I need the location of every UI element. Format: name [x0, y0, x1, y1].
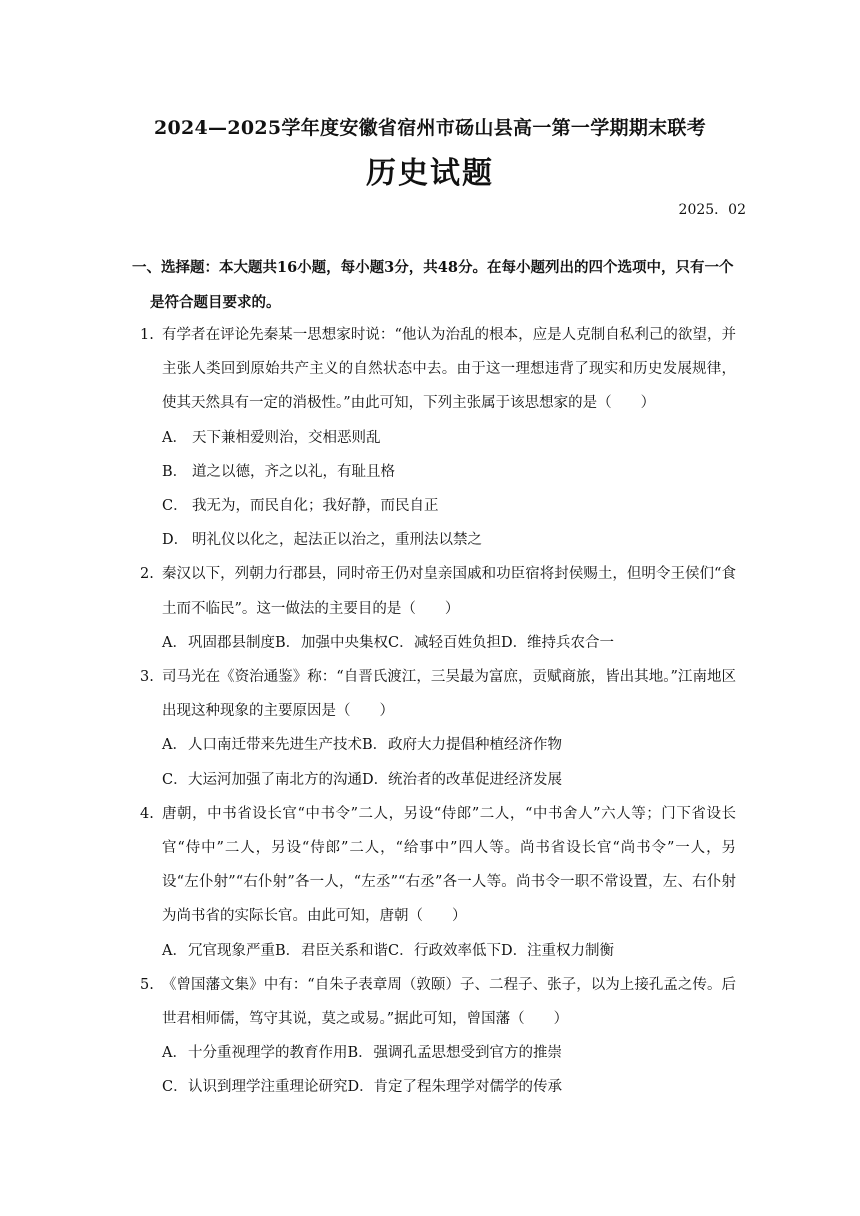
option-a: A．巩固郡县制度 — [162, 634, 275, 651]
question-stem: 秦汉以下，列朝力行郡县，同时帝王仍对皇亲国戚和功臣宿将封侯赐土，但明令王侯们“食土而不临民”。这一做法的主要目的是（ ） — [162, 566, 736, 617]
question-number: 5. — [140, 976, 154, 993]
option-c: C．行政效率低下 — [388, 942, 501, 959]
option-d: D．肯定了程朱理学对儒学的传承 — [347, 1079, 562, 1096]
question-stem: 有学者在评论先秦某一思想家时说：“他认为治乱的根本，应是人克制自私利己的欲望，并主张人类回到原始共产主义的自然状态中去。由于这一理想违背了现实和历史发展规律，使其天然具有一定的消极性。”由此可知，下列主张属于该思想家的是（ ） — [162, 327, 736, 412]
exam-date: 2025．02 — [678, 202, 746, 218]
option-d: D．统治者的改革促进经济发展 — [362, 771, 562, 788]
option-row — [140, 1036, 736, 1070]
question-stem: 《曾国藩文集》中有：“自朱子表章周（敦颐）子、二程子、张子，以为上接孔孟之传。后世君相师儒，笃守其说，莫之或易。”据此可知，曾国藩（ ） — [162, 976, 736, 1028]
option-c: C． 我无为，而民自化；我好静，而民自正 — [162, 498, 439, 515]
option-row — [140, 934, 736, 968]
option-a: A．十分重视理学的教育作用 — [162, 1045, 348, 1062]
option-a: A．冗官现象严重 — [162, 942, 275, 959]
option-d: D．维持兵农合一 — [501, 634, 614, 651]
option-a: A． 天下兼相爱则治，交相恶则乱 — [162, 429, 381, 446]
question-5 — [140, 968, 736, 1105]
question-3 — [140, 660, 736, 797]
question-number: 2. — [140, 566, 154, 583]
option-c: C．减轻百姓负担 — [388, 634, 501, 651]
question-stem: 唐朝，中书省设长官“中书令”二人，另设“侍郎”二人，“中书舍人”六人等；门下省设长官“侍中”二人，另设“侍郎”二人，“给事中”四人等。尚书省设长官“尚书令”一人，另设“左仆射”“右仆射”各一人，“左丞”“右丞”各一人等。尚书令一职不常设置，左、右仆射为尚书省的实际长官。由此可知，唐朝（ ） — [162, 805, 736, 925]
option-b: B．君臣关系和谐 — [275, 942, 388, 959]
question-1 — [140, 318, 736, 557]
option-c: C．认识到理学注重理论研究 — [162, 1079, 348, 1096]
option-row — [140, 763, 736, 797]
question-stem: 司马光在《资治通鉴》称：“自晋氏渡江，三吴最为富庶，贡赋商旅，皆出其地。”江南地区出现这种现象的主要原因是（ ） — [162, 669, 736, 720]
subject-title: 历史试题 — [366, 156, 494, 191]
option-row — [140, 626, 736, 660]
option-row — [140, 1070, 736, 1104]
option-b: B． 道之以德，齐之以礼，有耻且格 — [162, 463, 395, 480]
question-2 — [140, 557, 736, 660]
question-number: 1. — [140, 327, 154, 343]
question-4 — [140, 797, 736, 968]
option-a: A．人口南迁带来先进生产技术 — [162, 737, 362, 754]
question-number: 3. — [140, 669, 154, 686]
option-d: D． 明礼仪以化之，起法正以治之，重刑法以禁之 — [162, 532, 482, 549]
exam-title: 2024—2025学年度安徽省宿州市砀山县高一第一学期期末联考 — [153, 117, 707, 139]
option-d: D．注重权力制衡 — [501, 942, 614, 959]
question-list — [140, 318, 736, 1105]
section-heading: 一、选择题：本大题共16小题，每小题3分，共48分。在每小题列出的四个选项中，只有一个是符合题目要求的。 — [132, 259, 734, 311]
option-c: C．大运河加强了南北方的沟通 — [162, 771, 362, 788]
question-number: 4. — [140, 805, 154, 822]
option-b: B．强调孔孟思想受到官方的推崇 — [347, 1045, 562, 1062]
option-b: B．加强中央集权 — [275, 634, 388, 651]
option-b: B．政府大力提倡种植经济作物 — [362, 737, 562, 754]
option-row — [140, 728, 736, 762]
